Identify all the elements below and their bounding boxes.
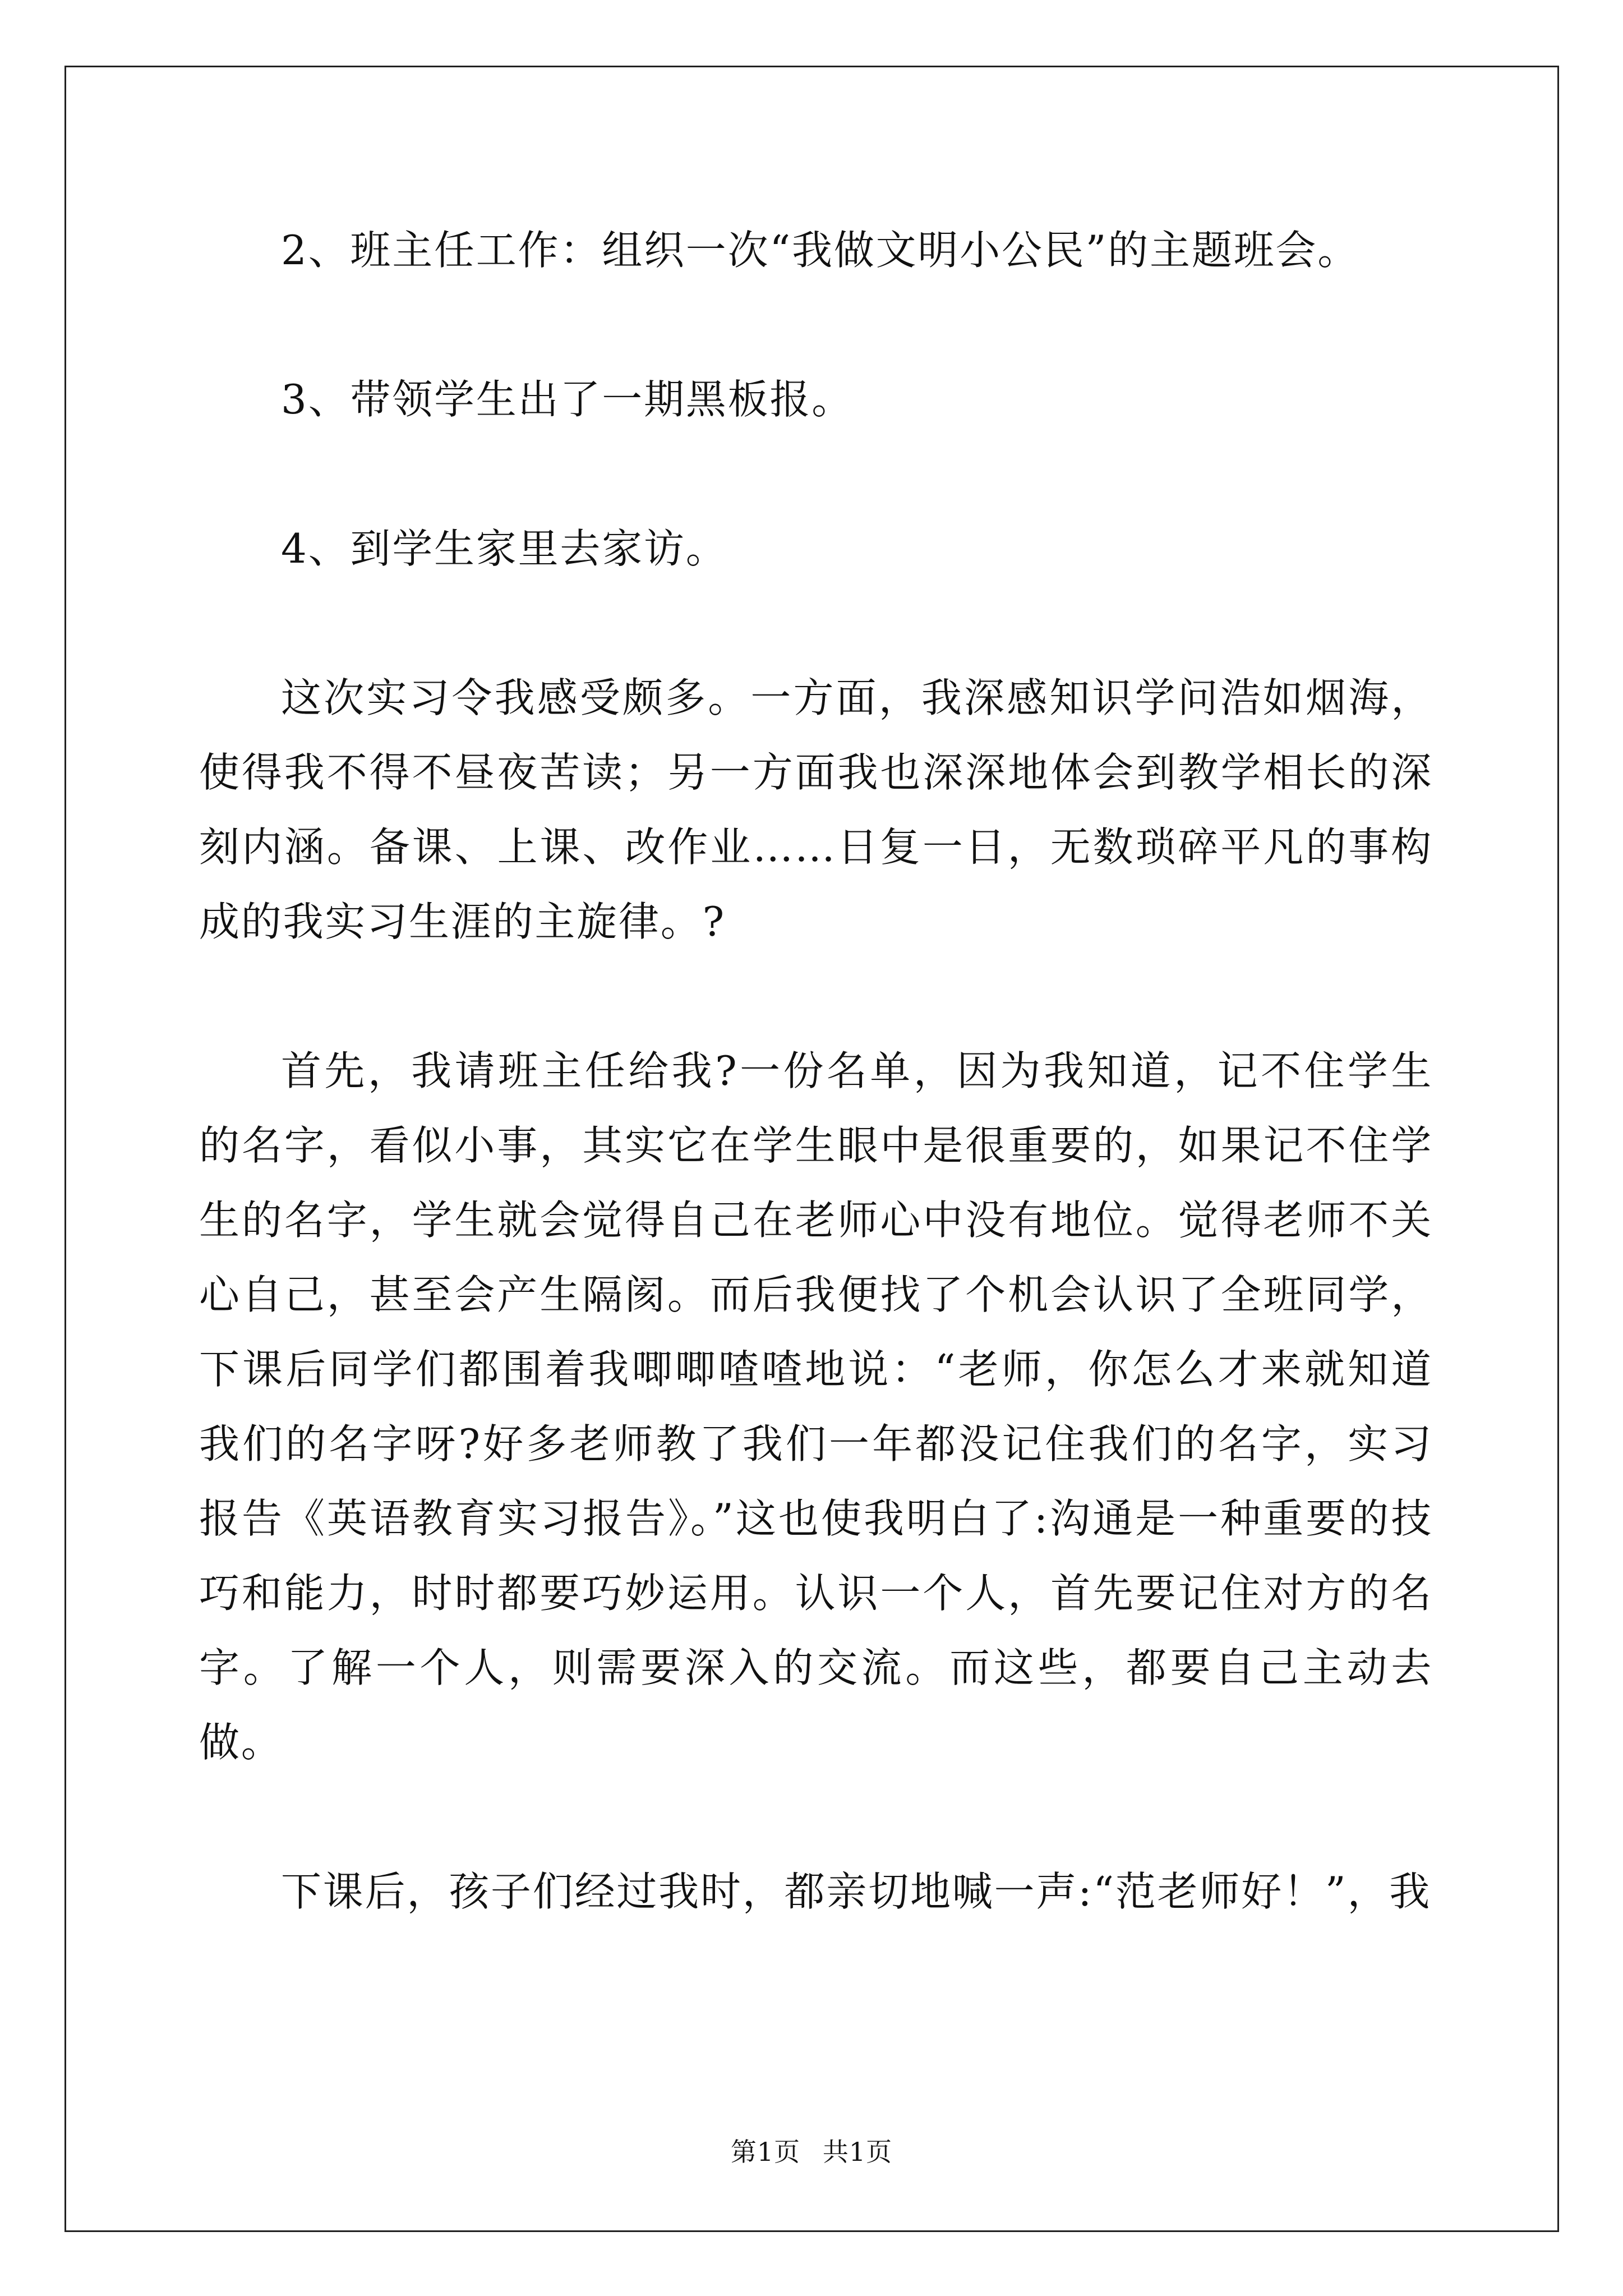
paragraph-5: 首先，我请班主任给我?一份名单，因为我知道，记不住学生的名字，看似小事，其实它在学生眼中是很重要的，如果记不住学生的名字，学生就会觉得自己在老师心中没有地位。觉得老师不关心自己，甚至会产生隔阂。而后我便找了个机会认识了全班同学，下课后同学们都围着我唧唧喳喳地说：“老师，你怎么才来就知道我们的名字呀?好多老师教了我们一年都没记住我们的名字，实习报告《英语教育实习报告》。”这也使我明白了:沟通是一种重要的技巧和能力，时时都要巧妙运用。认识一个人，首先要记住对方的名字。了解一个人，则需要深入的交流。而这些，都要自己主动去做。 xyxy=(199,1047,1433,1766)
paragraph-6: 下课后，孩子们经过我时，都亲切地喊一声:“范老师好！”，我 xyxy=(281,1868,1432,1915)
page-number: 第1页 xyxy=(730,2137,801,2167)
paragraph-1: 2、班主任工作：组织一次“我做文明小公民”的主题班会。 xyxy=(281,227,1360,274)
document-body xyxy=(199,213,1433,2004)
paragraph-4: 这次实习令我感受颇多。一方面，我深感知识学问浩如烟海，使得我不得不昼夜苦读；另一方面我也深深地体会到教学相长的深刻内涵。备课、上课、改作业……日复一日，无数琐碎平凡的事构成的我实习生涯的主旋律。? xyxy=(199,674,1433,945)
paragraph-3: 4、到学生家里去家访。 xyxy=(281,525,728,572)
page-total: 共1页 xyxy=(822,2137,893,2167)
page-footer xyxy=(0,2132,1623,2169)
paragraph-2: 3、带领学生出了一期黑板报。 xyxy=(281,376,854,423)
